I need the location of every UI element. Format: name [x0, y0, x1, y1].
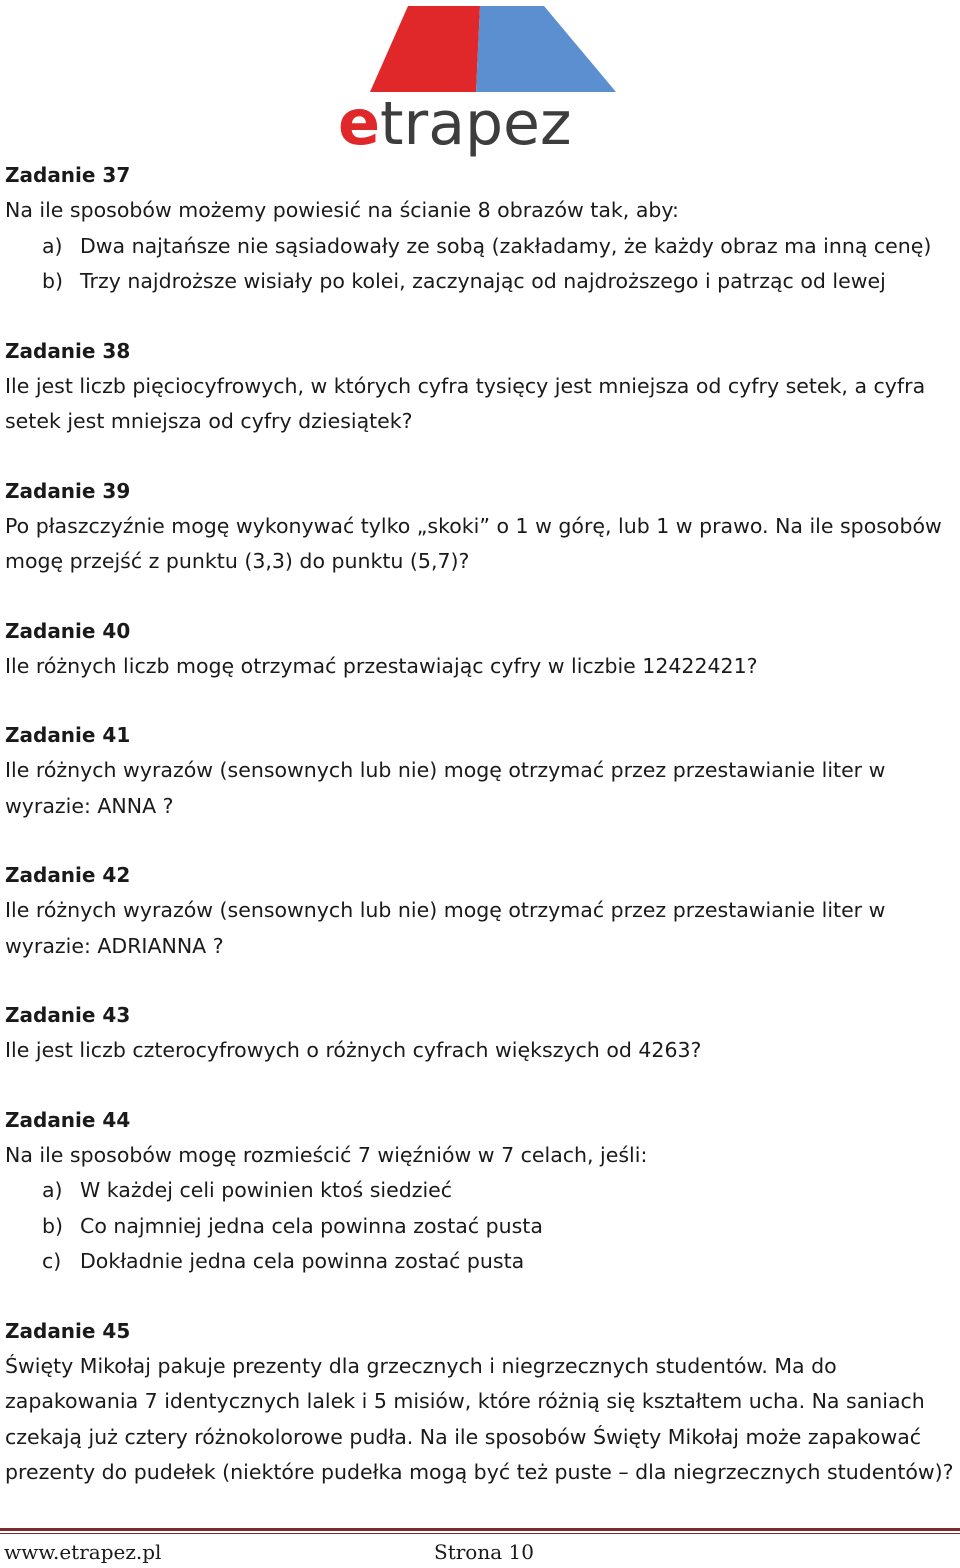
subitem-text: Co najmniej jedna cela powinna zostać pusta: [80, 1213, 543, 1238]
logo-red-shape: [370, 6, 480, 92]
logo-e: e: [338, 86, 381, 159]
task-section: [5, 1103, 955, 1280]
task-title: Zadanie 38: [5, 338, 131, 363]
task-subitems: [5, 1173, 955, 1280]
subitem-letter: b): [42, 1213, 64, 1238]
task-subitem: [5, 1173, 955, 1209]
task-subitem: [5, 229, 955, 265]
logo-trapez: trapez: [380, 89, 572, 159]
task-title: Zadanie 42: [5, 863, 131, 887]
task-text: Ile różnych wyrazów (sensownych lub nie) mogę otrzymać przez przestawianie liter w wyrazie: ADRIANNA ?: [5, 898, 886, 958]
task-text: Po płaszczyźnie mogę wykonywać tylko „skoki” o 1 w górę, lub 1 w prawo. Na ile sposobów mogę przejść z punktu (3,3) do punktu (5,7)?: [5, 513, 942, 573]
subitem-text: Dokładnie jedna cela powinna zostać pusta: [80, 1249, 525, 1273]
task-title: Zadanie 40: [5, 618, 131, 643]
footer-website[interactable]: www.etrapez.pl: [4, 1540, 162, 1564]
task-section: [5, 998, 955, 1069]
task-section: [5, 718, 955, 824]
task-text: Ile różnych liczb mogę otrzymać przestawiając cyfry w liczbie 12422421?: [5, 653, 758, 678]
logo-blue-shape: [476, 6, 616, 92]
footer-page-number: Strona 10: [434, 1540, 534, 1564]
task-section: [5, 474, 955, 580]
task-section: [5, 614, 955, 685]
footer-divider-thin: [0, 1533, 960, 1534]
footer-divider: [0, 1528, 960, 1531]
task-title: Zadanie 41: [5, 723, 131, 747]
task-title: Zadanie 39: [5, 478, 131, 503]
subitem-letter: b): [42, 269, 64, 293]
task-text: Święty Mikołaj pakuje prezenty dla grzecznych i niegrzecznych studentów. Ma do zapakowania 7 identycznych lalek i 5 misiów, które różnią się kształtem ucha. Na saniach czekają już cztery różnokolorowe pudła. Na ile sposobów Święty Mikołaj może zapakować prezenty do pudełek (niektóre pudełka mogą być też puste – dla niegrzecznych studentów)?: [5, 1353, 954, 1484]
subitem-text: W każdej celi powinien ktoś siedzieć: [80, 1178, 453, 1202]
task-text: Na ile sposobów mogę rozmieścić 7 więźniów w 7 celach, jeśli:: [5, 1142, 648, 1167]
etrapez-logo: [330, 4, 630, 164]
task-title: Zadanie 37: [5, 163, 131, 187]
task-subitem: [5, 1244, 955, 1280]
task-subitems: [5, 229, 955, 300]
task-text: Ile jest liczb czterocyfrowych o różnych cyfrach większych od 4263?: [5, 1038, 702, 1062]
subitem-letter: a): [42, 233, 63, 258]
task-subitem: [5, 1209, 955, 1245]
task-section: [5, 334, 955, 440]
task-section: [5, 158, 955, 300]
subitem-letter: c): [42, 1249, 62, 1273]
task-title: Zadanie 45: [5, 1318, 131, 1343]
task-text: Ile jest liczb pięciocyfrowych, w których cyfra tysięcy jest mniejsza od cyfry setek, a cyfra setek jest mniejsza od cyfry dziesiątek?: [5, 373, 926, 433]
subitem-text: Dwa najtańsze nie sąsiadowały ze sobą (zakładamy, że każdy obraz ma inną cenę): [80, 233, 932, 258]
task-title: Zadanie 43: [5, 1003, 131, 1027]
subitem-letter: a): [42, 1178, 63, 1202]
task-title: Zadanie 44: [5, 1107, 131, 1132]
task-section: [5, 858, 955, 964]
task-text: Ile różnych wyrazów (sensownych lub nie) mogę otrzymać przez przestawianie liter w wyrazie: ANNA ?: [5, 758, 886, 818]
subitem-text: Trzy najdroższe wisiały po kolei, zaczynając od najdroższego i patrząc od lewej: [80, 269, 886, 293]
task-text: Na ile sposobów możemy powiesić na ścianie 8 obrazów tak, aby:: [5, 198, 679, 222]
task-subitem: [5, 264, 955, 300]
task-section: [5, 1314, 955, 1491]
task-list: [5, 158, 955, 1525]
